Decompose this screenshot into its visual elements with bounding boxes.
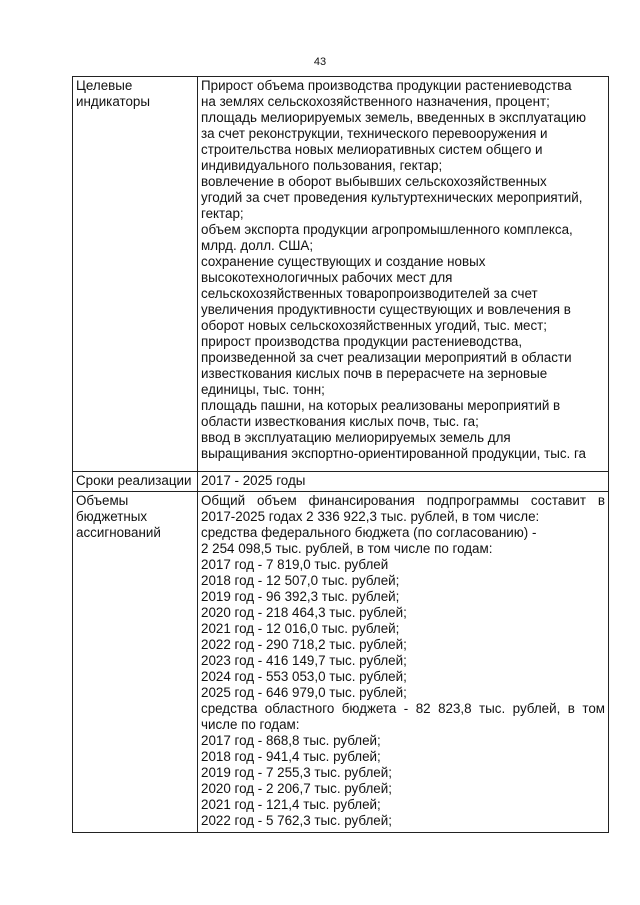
label-cell-implementation-period [73, 472, 198, 492]
text-line: объем экспорта продукции агропромышленного комплекса, [201, 222, 573, 237]
text-line: угодий за счет проведения культуртехнических мероприятий, [201, 190, 583, 205]
content-cell-budget-allocations [198, 492, 609, 833]
text-line: 2019 год - 96 392,3 тыс. рублей; [201, 589, 400, 604]
text-line: средства федерального бюджета (по согласованию) - [201, 525, 537, 540]
label-line: ассигнований [76, 525, 161, 540]
text-line: площадь пашни, на которых реализованы мероприятий в [201, 398, 561, 413]
text-line: строительства новых мелиоративных систем общего и [201, 142, 543, 157]
text-line: высокотехнологичных рабочих мест для [201, 270, 453, 285]
text-line: сохранение существующих и создание новых [201, 254, 486, 269]
text-line: 2018 год - 941,4 тыс. рублей; [201, 749, 381, 764]
page-number: 43 [313, 56, 327, 68]
text-line: 2017 - 2025 годы [201, 473, 306, 488]
text-line: 2022 год - 5 762,3 тыс. рублей; [201, 813, 392, 828]
text-line: гектар; [201, 206, 244, 221]
label-line: Объемы [76, 493, 129, 508]
text-line: млрд. долл. США; [201, 238, 314, 253]
text-line: единицы, тыс. тонн; [201, 382, 325, 397]
label-cell-target-indicators [73, 77, 198, 472]
text-line: Общий объем финансирования подпрограммы составит в [201, 493, 605, 508]
text-line: 2017 год - 7 819,0 тыс. рублей [201, 557, 389, 572]
text-line: Прирост объема производства продукции растениеводства [201, 78, 572, 93]
text-line: 2 254 098,5 тыс. рублей, в том числе по годам: [201, 541, 493, 556]
label-line: индикаторы [76, 94, 150, 109]
text-line: 2024 год - 553 053,0 тыс. рублей; [201, 669, 407, 684]
text-line: 2021 год - 12 016,0 тыс. рублей; [201, 621, 400, 636]
text-line: сельскохозяйственных товаропроизводителей за счет [201, 286, 538, 301]
text-line: ввод в эксплуатацию мелиорируемых земель для [201, 430, 511, 445]
text-line: 2019 год - 7 255,3 тыс. рублей; [201, 765, 392, 780]
text-line: 2018 год - 12 507,0 тыс. рублей; [201, 573, 400, 588]
text-line: индивидуального пользования, гектар; [201, 158, 443, 173]
text-line: выращивания экспортно-ориентированной продукции, тыс. га [201, 446, 586, 461]
passport-table [72, 76, 609, 833]
text-line: вовлечение в оборот выбывших сельскохозяйственных [201, 174, 547, 189]
text-line: 2021 год - 121,4 тыс. рублей; [201, 797, 381, 812]
text-line: области известкования кислых почв, тыс. га; [201, 414, 479, 429]
text-line: 2017 год - 868,8 тыс. рублей; [201, 733, 381, 748]
text-line: числе по годам: [201, 717, 300, 732]
content-cell-implementation-period [198, 472, 609, 492]
table-row-implementation-period [73, 472, 609, 492]
text-line: произведенной за счет реализации мероприятий в области [201, 350, 572, 365]
label-line: Целевые [76, 78, 133, 93]
label-line: Сроки реализации [76, 473, 192, 488]
table-row-budget-allocations [73, 492, 609, 833]
text-line: на землях сельскохозяйственного назначения, процент; [201, 94, 550, 109]
text-line: 2025 год - 646 979,0 тыс. рублей; [201, 685, 407, 700]
text-line: оборот новых сельскохозяйственных угодий, тыс. мест; [201, 318, 548, 333]
text-line: 2022 год - 290 718,2 тыс. рублей; [201, 637, 407, 652]
text-line: прирост производства продукции растениеводства, [201, 334, 523, 349]
text-line: 2017-2025 годах 2 336 922,3 тыс. рублей, в том числе: [201, 509, 540, 524]
text-line: увеличения продуктивности существующих и вовлечения в [201, 302, 571, 317]
table-row-target-indicators [73, 77, 609, 472]
text-line: известкования кислых почв в перерасчете на зерновые [201, 366, 548, 381]
text-line: 2020 год - 2 206,7 тыс. рублей; [201, 781, 392, 796]
text-line: средства областного бюджета - 82 823,8 тыс. рублей, в том [201, 701, 605, 716]
text-line: за счет реконструкции, технического перевооружения и [201, 126, 548, 141]
text-line: площадь мелиорируемых земель, введенных в эксплуатацию [201, 110, 586, 125]
content-cell-target-indicators [198, 77, 609, 472]
label-cell-budget-allocations [73, 492, 198, 833]
text-line: 2023 год - 416 149,7 тыс. рублей; [201, 653, 407, 668]
text-line: 2020 год - 218 464,3 тыс. рублей; [201, 605, 407, 620]
label-line: бюджетных [76, 509, 148, 524]
